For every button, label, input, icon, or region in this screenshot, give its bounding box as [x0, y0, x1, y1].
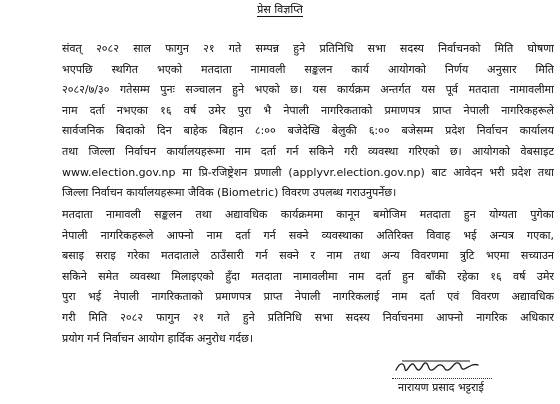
document-title-text: प्रेस विज्ञप्ति — [257, 3, 303, 16]
paragraph-2-line: सकिने समेत व्यवस्था मिलाइएको हुँदा मतदाता नामावलीमा नाम दर्ता हुन बाँकी रहेका १६ वर्ष उमेर — [62, 269, 554, 283]
paragraph-1 — [62, 39, 554, 204]
signer-name: नारायण प्रसाद भट्टराई — [398, 381, 484, 394]
paragraph-2-line: मतदाता नामावली सङ्कलन तथा अद्यावधिक कार्यक्रममा कानून बमोजिम मतदाता हुन योग्यता पुगेका — [62, 208, 554, 221]
paragraph-1-line: भएपछि स्थगित भएको मतदाता नामावली सङ्कलन कार्य आयोगको निर्णय अनुसार मिति — [62, 62, 554, 76]
document-title — [0, 3, 560, 17]
paragraph-2-line: पुरा भई नेपाली नागरिकताको प्रमाणपत्र प्राप्त नेपाली नागरिकलाई नाम दर्ता एवं विवरण अद्यावधिक — [62, 290, 554, 304]
paragraph-1-line: www.election.gov.np मा प्रि-रजिष्ट्रेशन प्रणाली (applyvr.election.gov.np) बाट आवेदन भरी प्रदेश तथा — [62, 165, 554, 179]
paragraph-2-line: गरी मिति २०८२ फागुन २१ गते हुने प्रतिनिधि सभा सदस्य निर्वाचनमा आफ्नो नागरिक अधिकार — [62, 310, 554, 324]
paragraph-1-line: जिल्ला निर्वाचन कार्यालयहरूमा जैविक (Biometric) विवरण उपलब्ध गराउनुपर्नेछ। — [62, 186, 397, 200]
paragraph-2-line: नेपाली नागरिकहरूले आफ्नो नाम दर्ता गर्न सक्ने व्यवस्थाका अतिरिक्त विवाह भई अन्यत्र गएका, — [62, 228, 554, 242]
paragraph-1-line: नाम दर्ता नभएका १६ वर्ष उमेर पुरा भै नेपाली नागरिकताको प्रमाणपत्र प्राप्त नेपाली नागरिकहरूले — [62, 103, 554, 117]
paragraph-1-line: तथा जिल्ला निर्वाचन कार्यालयहरूमा नाम दर्ता गर्न सकिने गरी व्यवस्था गरिएको छ। आयोगको वेबसाइट — [62, 144, 554, 158]
paragraph-2 — [62, 205, 554, 349]
paragraph-2-line: प्रयोग गर्न निर्वाचन आयोग हार्दिक अनुरोध गर्दछ। — [62, 331, 253, 345]
paragraph-1-line: संवत् २०८२ साल फागुन २१ गते सम्पन्न हुने प्रतिनिधि सभा सदस्य निर्वाचनको मिति घोषणा — [62, 42, 554, 55]
paragraph-1-line: सार्वजनिक बिदाको दिन बाहेक बिहान ८:०० बजेदेखि बेलुकी ६:०० बजेसम्म प्रदेश निर्वाचन कार्यालय — [62, 124, 554, 138]
paragraph-2-line: बसाइ सराइ गरेका मतदाताले ठाउँसारी गर्न सक्ने र नाम तथा अन्य विवरणमा त्रुटि भएमा सच्याउन — [62, 249, 554, 263]
paragraph-1-line: २०८२/७/३० गतेसम्म पुनः सञ्चालन हुने भएको छ। यस कार्यक्रम अन्तर्गत यस पूर्व मतदाता नामावलीमा — [62, 83, 554, 97]
handwritten-signature — [392, 356, 490, 378]
